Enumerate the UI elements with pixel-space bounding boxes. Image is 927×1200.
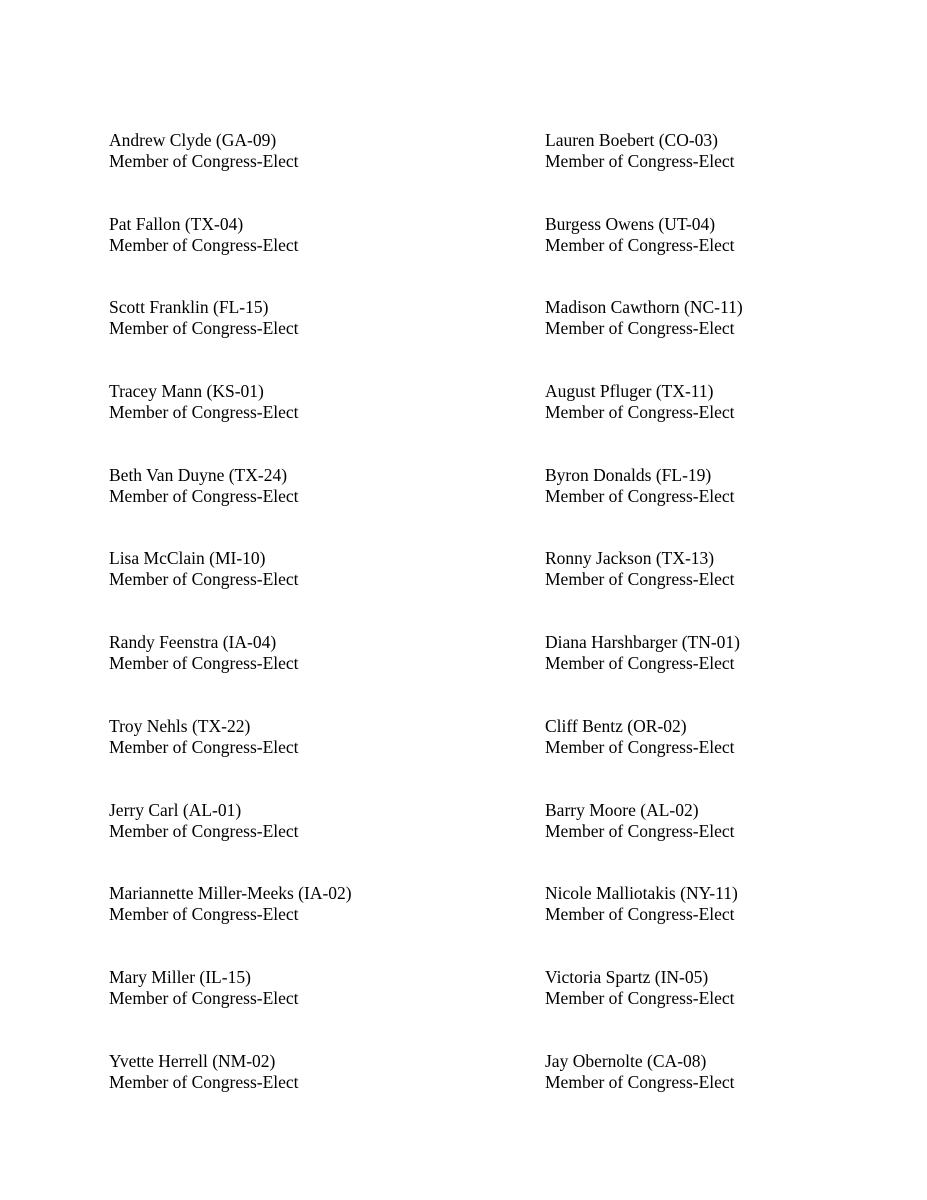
signatory-entry [545,465,925,549]
signatory-title: Member of Congress-Elect [545,653,735,674]
signatory-name: Mariannette Miller-Meeks (IA-02) [109,883,352,904]
signatory-name: Lauren Boebert (CO-03) [545,130,718,150]
signatory-title: Member of Congress-Elect [109,234,299,255]
signatory-name: Barry Moore (AL-02) [545,799,699,820]
signatory-entry [545,967,925,1051]
signatory-title: Member of Congress-Elect [109,736,299,757]
signatory-name: Jay Obernolte (CA-08) [545,1050,707,1071]
signatory-entry [109,883,489,967]
signatory-entry [109,130,489,214]
signatory-title: Member of Congress-Elect [545,318,735,339]
signatory-entry [545,800,925,884]
signatory-entry [109,381,489,465]
signatory-name: Troy Nehls (TX-22) [109,715,251,736]
signatory-title: Member of Congress-Elect [109,1071,299,1092]
signatory-name: Pat Fallon (TX-04) [109,213,244,234]
signatory-entry [109,465,489,549]
signatory-entry [109,632,489,716]
signatory-entry [545,1051,925,1135]
signatory-name: Tracey Mann (KS-01) [109,381,264,402]
signatory-name: Cliff Bentz (OR-02) [545,715,687,736]
signatory-title: Member of Congress-Elect [545,569,735,590]
signatory-title: Member of Congress-Elect [545,1071,735,1092]
signatory-entry [545,130,925,214]
signatory-entry [545,381,925,465]
signatory-title: Member of Congress-Elect [109,318,299,339]
signatory-name: Andrew Clyde (GA-09) [109,130,277,150]
signatory-entry [109,967,489,1051]
signatory-entry [109,800,489,884]
signatory-title: Member of Congress-Elect [545,485,735,506]
signatory-title: Member of Congress-Elect [545,987,735,1008]
signatory-title: Member of Congress-Elect [109,904,299,925]
right-signatory-column [545,130,925,1134]
signatory-title: Member of Congress-Elect [109,820,299,841]
signatory-title: Member of Congress-Elect [545,904,735,925]
signatory-title: Member of Congress-Elect [545,820,735,841]
signatory-title: Member of Congress-Elect [109,987,299,1008]
signatory-name: Lisa McClain (MI-10) [109,548,266,569]
signatory-name: Madison Cawthorn (NC-11) [545,297,743,318]
signatory-name: Beth Van Duyne (TX-24) [109,464,288,485]
signatory-entry [109,1051,489,1135]
signatory-name: Ronny Jackson (TX-13) [545,548,715,569]
signatory-entry [545,632,925,716]
signatory-title: Member of Congress-Elect [545,234,735,255]
signatory-entry [545,548,925,632]
signatory-name: Jerry Carl (AL-01) [109,799,242,820]
signatory-name: Nicole Malliotakis (NY-11) [545,883,738,904]
signatory-title: Member of Congress-Elect [109,569,299,590]
signatory-title: Member of Congress-Elect [109,151,299,171]
signatory-name: Scott Franklin (FL-15) [109,297,269,318]
signatory-name: Yvette Herrell (NM-02) [109,1050,276,1071]
signatory-title: Member of Congress-Elect [109,402,299,423]
signatory-entry [545,297,925,381]
signatory-title: Member of Congress-Elect [109,653,299,674]
signatory-entry [109,214,489,298]
signatory-entry [109,548,489,632]
signatory-title: Member of Congress-Elect [545,402,735,423]
signatory-title: Member of Congress-Elect [545,736,735,757]
signatory-name: Randy Feenstra (IA-04) [109,632,277,653]
signatory-entry [545,214,925,298]
signatory-name: August Pfluger (TX-11) [545,381,714,402]
signatory-entry [109,716,489,800]
signatory-name: Byron Donalds (FL-19) [545,464,712,485]
signatory-entry [545,883,925,967]
signatory-name: Mary Miller (IL-15) [109,966,251,987]
left-signatory-column [109,130,489,1134]
signatory-name: Diana Harshbarger (TN-01) [545,632,741,653]
signatory-title: Member of Congress-Elect [545,151,735,171]
signatory-name: Burgess Owens (UT-04) [545,213,716,234]
signatory-title: Member of Congress-Elect [109,485,299,506]
signatory-entry [545,716,925,800]
signatory-name: Victoria Spartz (IN-05) [545,966,709,987]
signatory-entry [109,297,489,381]
